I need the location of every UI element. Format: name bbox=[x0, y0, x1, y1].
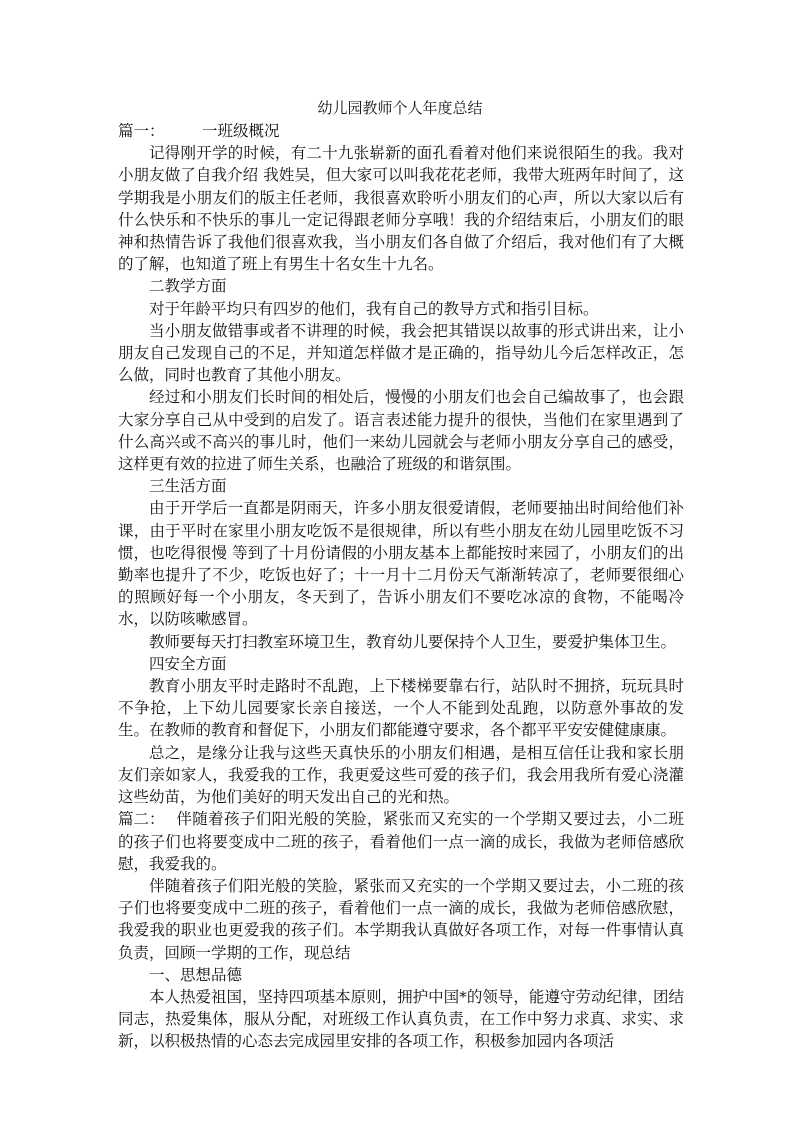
section-heading: 一、思想品德 bbox=[149, 965, 243, 984]
paragraph: 总之，是缘分让我与这些天真快乐的小朋友们相遇，是相互信任让我和家长朋友们亲如家人，我爱我的工作，我更爱这些可爱的孩子们，我会用我所有爱心浇灌这些幼苗，为他们美好的明天发出自己的光和热。 bbox=[118, 743, 684, 807]
section-heading: 三生活方面 bbox=[149, 477, 227, 496]
paragraph: 当小朋友做错事或者不讲理的时候，我会把其错误以故事的形式讲出来，让小朋友自己发现自己的不足，并知道怎样做才是正确的，指导幼儿今后怎样改正，怎么做，同时也教育了其他小朋友。 bbox=[118, 321, 684, 385]
paragraph: 教师要每天打扫教室环境卫生，教育幼儿要保持个人卫生，要爱护集体卫生。 bbox=[149, 632, 677, 651]
part1-label: 篇一： bbox=[118, 122, 165, 140]
paragraph: 本人热爱祖国，坚持四项基本原则，拥护中国*的领导，能遵守劳动纪律，团结同志，热爱集体，服从分配，对班级工作认真负责，在工作中努力求真、求实、求新，以积极热情的心态去完成园里安排的各项工作，积极参加园内各项活 bbox=[118, 987, 684, 1051]
document-title: 幼儿园教师个人年度总结 bbox=[317, 99, 483, 117]
section-heading: 四安全方面 bbox=[149, 654, 227, 673]
paragraph: 教育小朋友平时走路时不乱跑，上下楼梯要靠右行，站队时不拥挤，玩玩具时不争抢，上下幼儿园要家长亲自接送，一个人不能到处乱跑，以防意外事故的发生。在教师的教育和督促下，小朋友们都能遵守要求，各个都平平安安健健康康。 bbox=[118, 677, 684, 740]
paragraph: 经过和小朋友们长时间的相处后，慢慢的小朋友们也会自己编故事了，也会跟大家分享自己从中受到的启发了。语言表述能力提升的很快，当他们在家里遇到了什么高兴或不高兴的事儿时，他们一来幼儿园就会与老师小朋友分享自己的感受，这样更有效的拉进了师生关系，也融洽了班级的和谐氛围。 bbox=[118, 388, 684, 474]
section-heading: 二教学方面 bbox=[149, 277, 227, 296]
part2-first-paragraph bbox=[118, 808, 684, 875]
paragraph: 对于年龄平均只有四岁的他们，我有自己的教导方式和指引目标。 bbox=[149, 299, 599, 318]
paragraph: 伴随着孩子们阳光般的笑脸，紧张而又充实的一个学期又要过去，小二班的孩子们也将要变成中二班的孩子，看着他们一点一滴的成长，我做为老师倍感欣慰，我爱我的。 bbox=[118, 810, 684, 873]
part2-label: 篇二： bbox=[118, 810, 165, 829]
paragraph: 记得刚开学的时候，有二十九张崭新的面孔看着对他们来说很陌生的我。我对小朋友做了自我介绍 我姓吴，但大家可以叫我花花老师，我带大班两年时间了，这学期我是小朋友们的版主任老师，我很喜欢聆听小朋友们的心声，所以大家以后有什么快乐和不快乐的事儿一定记得跟老师分享哦！我的介绍结束后，小朋友们的眼神和热情告诉了我他们很喜欢我，当小朋友们各自做了介绍后，我对他们有了大概的了解，也知道了班上有男生十名女生十九名。 bbox=[118, 144, 684, 274]
paragraph: 由于开学后一直都是阴雨天，许多小朋友很爱请假，老师要抽出时间给他们补课，由于平时在家里小朋友吃饭不是很规律，所以有些小朋友在幼儿园里吃饭不习惯，也吃得很慢 等到了十月份请假的小朋友基本上都能按时来园了，小朋友们的出勤率也提升了不少，吃饭也好了；十一月十二月份天气渐渐转凉了，老师要很细心的照顾好每一个小朋友，冬天到了，告诉小朋友们不要吃冰凉的食物，不能喝冷水，以防咳嗽感冒。 bbox=[118, 499, 684, 629]
part1-heading: 一班级概况 bbox=[202, 122, 280, 140]
part1-header bbox=[118, 120, 684, 142]
paragraph: 伴随着孩子们阳光般的笑脸，紧张而又充实的一个学期又要过去，小二班的孩子们也将要变成中二班的孩子，看着他们一点一滴的成长，我做为老师倍感欣慰，我爱我的职业也更爱我的孩子们。本学期我认真做好各项工作，对每一件事情认真负责，回顾一学期的工作，现总结 bbox=[118, 876, 684, 962]
document-body bbox=[118, 120, 684, 1053]
